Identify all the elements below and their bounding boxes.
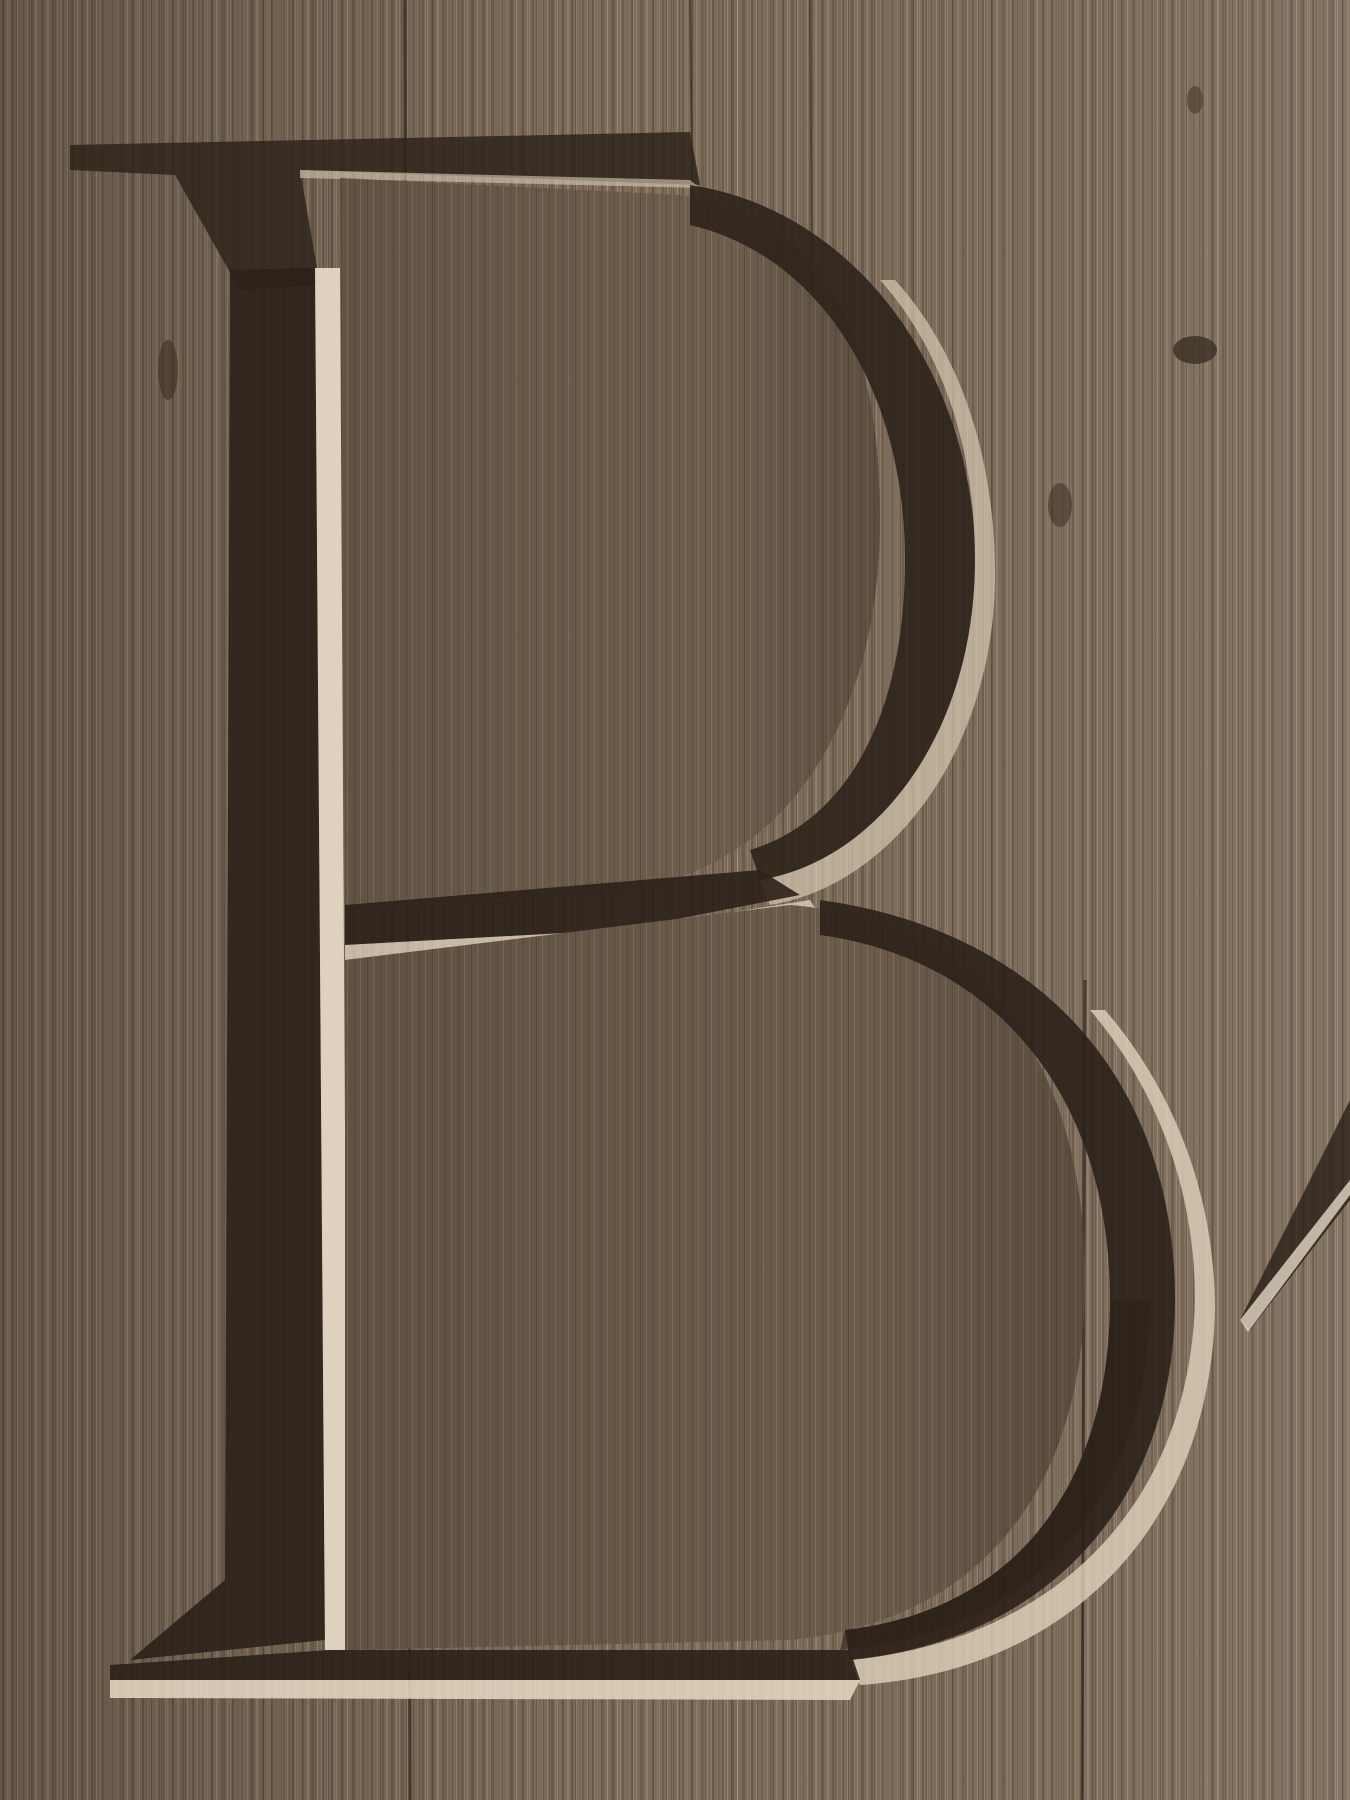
- wood-knot: [1173, 336, 1217, 364]
